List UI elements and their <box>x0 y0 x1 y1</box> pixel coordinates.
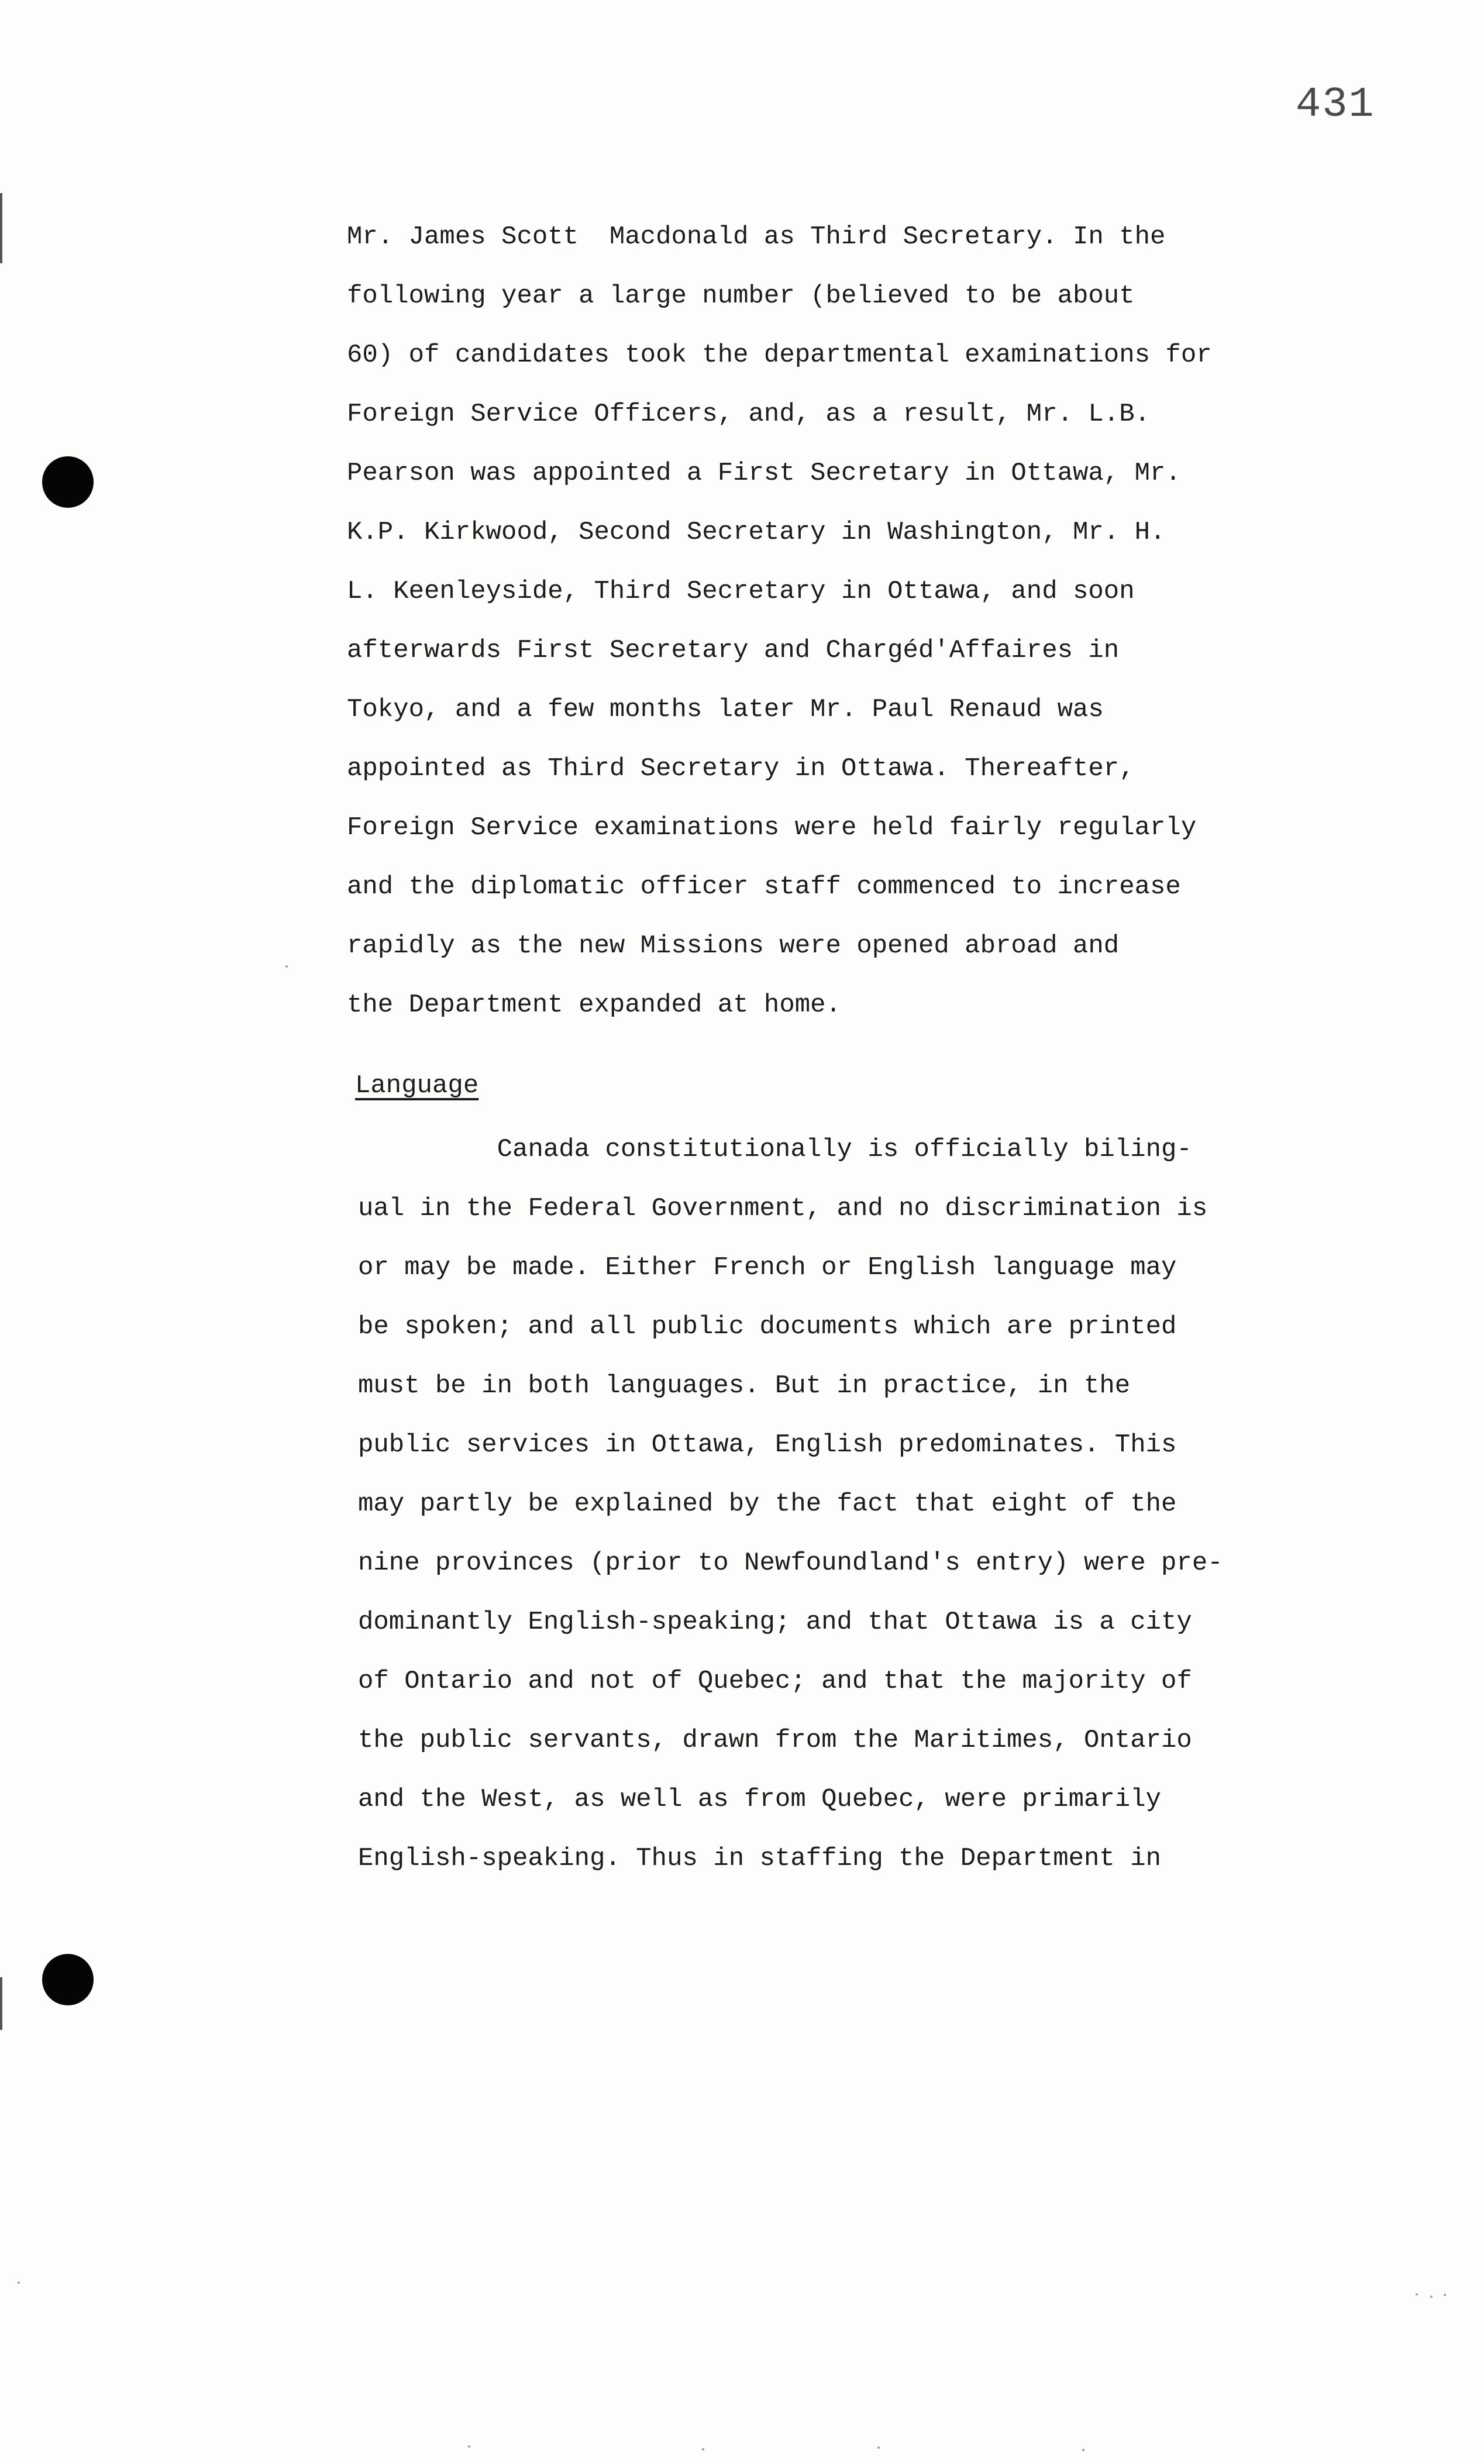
scan-speck <box>1416 2293 1418 2296</box>
text-line: nine provinces (prior to Newfoundland's entry) were pre- <box>358 1548 1223 1578</box>
text-line: English-speaking. Thus in staffing the Department in <box>358 1844 1162 1873</box>
text-line: L. Keenleyside, Third Secretary in Ottawa, and soon <box>347 577 1135 606</box>
text-line: afterwards First Secretary and Chargéd'Affaires in <box>347 636 1120 665</box>
scan-speck <box>702 2448 704 2451</box>
text-line: Tokyo, and a few months later Mr. Paul Renaud was <box>347 695 1104 724</box>
paragraph-language <box>358 1120 1387 1888</box>
paragraph-continuation <box>347 208 1371 1035</box>
scan-speck <box>877 2446 880 2449</box>
text-line: 60) of candidates took the departmental examinations for <box>347 340 1212 370</box>
text-line: the public servants, drawn from the Maritimes, Ontario <box>358 1726 1192 1755</box>
text-line: Canada constitutionally is officially biling- <box>358 1135 1192 1164</box>
text-line: and the West, as well as from Quebec, were primarily <box>358 1785 1162 1814</box>
punch-hole-top <box>42 456 94 508</box>
text-line: must be in both languages. But in practice, in the <box>358 1371 1131 1400</box>
section-heading-block <box>355 1068 478 1103</box>
text-line: appointed as Third Secretary in Ottawa. Thereafter, <box>347 754 1135 783</box>
text-line: and the diplomatic officer staff commenced to increase <box>347 872 1181 901</box>
text-line: Foreign Service Officers, and, as a result, Mr. L.B. <box>347 400 1151 429</box>
text-line: Mr. James Scott Macdonald as Third Secretary. In the <box>347 222 1166 252</box>
page-number: 431 <box>1296 81 1375 129</box>
scan-speck <box>1444 2294 1446 2296</box>
text-line: of Ontario and not of Quebec; and that the majority of <box>358 1667 1192 1696</box>
punch-hole-bottom <box>42 1954 94 2005</box>
left-edge-mark <box>0 1977 2 2030</box>
scan-speck <box>285 965 288 968</box>
text-line: be spoken; and all public documents which are printed <box>358 1312 1177 1341</box>
text-line: or may be made. Either French or English language may <box>358 1253 1177 1282</box>
text-line: the Department expanded at home. <box>347 990 841 1020</box>
text-line: public services in Ottawa, English predominates. This <box>358 1430 1177 1460</box>
text-line: K.P. Kirkwood, Second Secretary in Washington, Mr. H. <box>347 518 1166 547</box>
scan-speck <box>1082 2449 1084 2451</box>
text-line: dominantly English-speaking; and that Ottawa is a city <box>358 1608 1192 1637</box>
scan-speck <box>468 2445 470 2448</box>
text-line: rapidly as the new Missions were opened abroad and <box>347 931 1120 961</box>
section-heading: Language <box>355 1071 479 1100</box>
scan-speck <box>18 2281 20 2284</box>
left-edge-mark <box>0 193 2 263</box>
text-line: Foreign Service examinations were held fairly regularly <box>347 813 1197 842</box>
scan-speck <box>1430 2296 1433 2298</box>
text-line: Pearson was appointed a First Secretary in Ottawa, Mr. <box>347 459 1181 488</box>
text-line: may partly be explained by the fact that eight of the <box>358 1489 1177 1519</box>
text-line: following year a large number (believed to be about <box>347 281 1135 311</box>
text-line: ual in the Federal Government, and no discrimination is <box>358 1194 1208 1223</box>
